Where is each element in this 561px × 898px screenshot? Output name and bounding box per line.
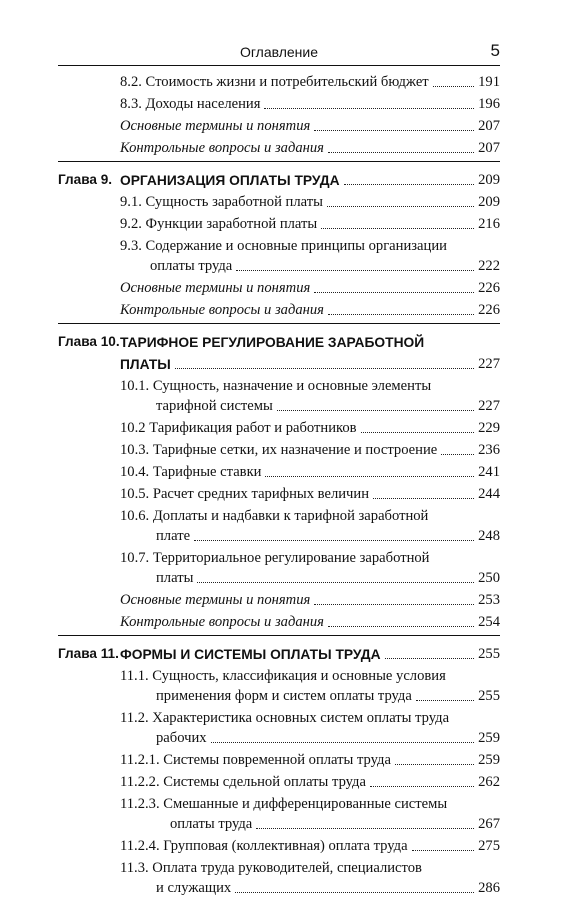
entry-label: 11.2.2. Системы сдельной оплаты труда bbox=[120, 774, 366, 790]
chapter-number: Глава 11. bbox=[58, 646, 119, 661]
entry-label: 10.3. Тарифные сетки, их назначение и построение bbox=[120, 442, 438, 458]
entry-page: 191 bbox=[478, 74, 500, 90]
toc-entry-10-4[interactable] bbox=[120, 460, 500, 482]
entry-page: 222 bbox=[478, 258, 500, 274]
entry-page: 241 bbox=[478, 464, 500, 480]
toc-entry-11-1-line2[interactable] bbox=[120, 686, 500, 706]
chapter-title-text: ФОРМЫ И СИСТЕМЫ ОПЛАТЫ ТРУДА bbox=[120, 647, 381, 662]
chapter-title-text: ОРГАНИЗАЦИЯ ОПЛАТЫ ТРУДА bbox=[120, 173, 340, 188]
entry-label: 11.1. Сущность, классификация и основные условия bbox=[120, 668, 446, 684]
toc-entry-10-6-line1[interactable] bbox=[120, 504, 500, 526]
entry-page: 255 bbox=[478, 688, 500, 704]
entry-page: 207 bbox=[478, 140, 500, 156]
toc-entry-10-1-line2[interactable] bbox=[120, 396, 500, 416]
toc-entry-questions[interactable] bbox=[120, 610, 500, 632]
entry-label: 8.3. Доходы населения bbox=[120, 96, 261, 112]
entry-page: 255 bbox=[478, 646, 500, 662]
entry-page: 262 bbox=[478, 774, 500, 790]
entry-label: Контрольные вопросы и задания bbox=[120, 140, 324, 156]
entry-label: 10.5. Расчет средних тарифных величин bbox=[120, 486, 369, 502]
entry-page: 244 bbox=[478, 486, 500, 502]
page-number: 5 bbox=[490, 41, 500, 60]
entry-page: 226 bbox=[478, 302, 500, 318]
entry-label: 10.2 Тарификация работ и работников bbox=[120, 420, 357, 436]
entry-page: 209 bbox=[478, 172, 500, 188]
dot-leader bbox=[441, 454, 474, 455]
entry-label: 9.1. Сущность заработной платы bbox=[120, 194, 323, 210]
entry-page: 259 bbox=[478, 730, 500, 746]
dot-leader bbox=[416, 700, 474, 701]
toc-entry-8-2[interactable] bbox=[120, 70, 500, 92]
dot-leader bbox=[321, 228, 474, 229]
dot-leader bbox=[197, 582, 474, 583]
entry-page: 207 bbox=[478, 118, 500, 134]
chapter-title-text: ПЛАТЫ bbox=[120, 357, 171, 372]
chapter-title[interactable] bbox=[120, 168, 500, 190]
dot-leader bbox=[385, 658, 475, 659]
dot-leader bbox=[370, 786, 474, 787]
entry-page: 196 bbox=[478, 96, 500, 112]
entry-label: 9.2. Функции заработной платы bbox=[120, 216, 318, 232]
toc-entry-10-2[interactable] bbox=[120, 416, 500, 438]
entry-label: 11.3. Оплата труда руководителей, специалистов bbox=[120, 860, 422, 876]
entry-label: 10.1. Сущность, назначение и основные элементы bbox=[120, 378, 432, 394]
entry-label: Контрольные вопросы и задания bbox=[120, 302, 324, 318]
chapter-divider bbox=[58, 161, 500, 162]
toc-entry-11-3-line1[interactable] bbox=[120, 856, 500, 878]
dot-leader bbox=[265, 476, 474, 477]
toc-entry-terms[interactable] bbox=[120, 588, 500, 610]
toc-entry-8-3[interactable] bbox=[120, 92, 500, 114]
toc-entry-terms[interactable] bbox=[120, 114, 500, 136]
chapter-title-text: ТАРИФНОЕ РЕГУЛИРОВАНИЕ ЗАРАБОТНОЙ bbox=[120, 335, 425, 350]
toc-entry-10-1-line1[interactable] bbox=[120, 374, 500, 396]
toc-entry-10-6-line2[interactable] bbox=[120, 526, 500, 546]
dot-leader bbox=[264, 108, 474, 109]
entry-label: 8.2. Стоимость жизни и потребительский бюджет bbox=[120, 74, 429, 90]
dot-leader bbox=[256, 828, 474, 829]
chapter-number: Глава 9. bbox=[58, 172, 113, 187]
dot-leader bbox=[395, 764, 474, 765]
entry-label: 11.2.4. Групповая (коллективная) оплата труда bbox=[120, 838, 408, 854]
entry-label: Основные термины и понятия bbox=[120, 592, 311, 608]
entry-label: платы bbox=[156, 570, 194, 586]
entry-label: применения форм и систем оплаты труда bbox=[156, 688, 412, 704]
dot-leader bbox=[344, 184, 475, 185]
entry-label: 10.6. Доплаты и надбавки к тарифной заработной bbox=[120, 508, 429, 524]
entry-page: 253 bbox=[478, 592, 500, 608]
entry-page: 250 bbox=[478, 570, 500, 586]
entry-label: Контрольные вопросы и задания bbox=[120, 614, 324, 630]
chapter-title-line1[interactable] bbox=[120, 330, 500, 352]
toc-entry-10-3[interactable] bbox=[120, 438, 500, 460]
entry-label: Основные термины и понятия bbox=[120, 280, 311, 296]
chapter-10 bbox=[58, 330, 500, 632]
entry-page: 286 bbox=[478, 880, 500, 896]
header-rule bbox=[58, 65, 500, 66]
dot-leader bbox=[433, 86, 474, 87]
dot-leader bbox=[236, 270, 474, 271]
entry-page: 236 bbox=[478, 442, 500, 458]
toc-entry-9-3-line1[interactable] bbox=[120, 234, 500, 256]
toc-entry-11-2-2[interactable] bbox=[120, 770, 500, 792]
chapter-divider bbox=[58, 323, 500, 324]
chapter-divider bbox=[58, 635, 500, 636]
toc-entry-11-2-3-line1[interactable] bbox=[120, 792, 500, 814]
entry-label: 11.2. Характеристика основных систем оплаты труда bbox=[120, 710, 450, 726]
entry-page: 229 bbox=[478, 420, 500, 436]
chapter-9 bbox=[58, 168, 500, 320]
entry-page: 227 bbox=[478, 356, 500, 372]
entry-page: 216 bbox=[478, 216, 500, 232]
table-of-contents bbox=[58, 70, 500, 898]
chapter-number: Глава 10. bbox=[58, 334, 120, 349]
toc-entry-10-7-line2[interactable] bbox=[120, 568, 500, 588]
entry-page: 227 bbox=[478, 398, 500, 414]
toc-entry-questions[interactable] bbox=[120, 298, 500, 320]
dot-leader bbox=[314, 604, 474, 605]
entry-page: 226 bbox=[478, 280, 500, 296]
entry-label: 10.7. Территориальное регулирование заработной bbox=[120, 550, 430, 566]
running-title: Оглавление bbox=[239, 44, 319, 60]
chapter-11 bbox=[58, 642, 500, 898]
entry-label: и служащих bbox=[156, 880, 232, 896]
toc-entry-11-3-line2[interactable] bbox=[120, 878, 500, 898]
entry-page: 259 bbox=[478, 752, 500, 768]
entry-label: оплаты труда bbox=[150, 258, 233, 274]
dot-leader bbox=[175, 368, 474, 369]
entry-label: оплаты труда bbox=[170, 816, 253, 832]
chapter-title-line2[interactable] bbox=[120, 352, 500, 374]
dot-leader bbox=[235, 892, 474, 893]
entry-page: 275 bbox=[478, 838, 500, 854]
page-header bbox=[58, 38, 500, 66]
toc-entry-terms[interactable] bbox=[120, 276, 500, 298]
dot-leader bbox=[361, 432, 475, 433]
entry-page: 248 bbox=[478, 528, 500, 544]
toc-entry-11-2-4[interactable] bbox=[120, 834, 500, 856]
dot-leader bbox=[314, 130, 474, 131]
entry-label: Основные термины и понятия bbox=[120, 118, 311, 134]
dot-leader bbox=[211, 742, 475, 743]
entry-page: 267 bbox=[478, 816, 500, 832]
entry-page: 209 bbox=[478, 194, 500, 210]
toc-entry-10-5[interactable] bbox=[120, 482, 500, 504]
toc-entry-10-7-line1[interactable] bbox=[120, 546, 500, 568]
toc-entry-11-1-line1[interactable] bbox=[120, 664, 500, 686]
toc-entry-11-2-1[interactable] bbox=[120, 748, 500, 770]
dot-leader bbox=[328, 152, 474, 153]
toc-entry-9-1[interactable] bbox=[120, 190, 500, 212]
entry-label: 9.3. Содержание и основные принципы организации bbox=[120, 238, 447, 254]
entry-label: плате bbox=[156, 528, 191, 544]
dot-leader bbox=[277, 410, 474, 411]
dot-leader bbox=[194, 540, 474, 541]
entry-label: 11.2.3. Смешанные и дифференцированные системы bbox=[120, 796, 448, 812]
entry-label: 10.4. Тарифные ставки bbox=[120, 464, 262, 480]
toc-entry-9-3-line2[interactable] bbox=[120, 256, 500, 276]
toc-entry-11-2-line1[interactable] bbox=[120, 706, 500, 728]
entry-label: 11.2.1. Системы повременной оплаты труда bbox=[120, 752, 391, 768]
chapter-title[interactable] bbox=[120, 642, 500, 664]
entry-page: 254 bbox=[478, 614, 500, 630]
dot-leader bbox=[314, 292, 474, 293]
dot-leader bbox=[412, 850, 475, 851]
toc-entry-11-2-line2[interactable] bbox=[120, 728, 500, 748]
entry-label: тарифной системы bbox=[156, 398, 273, 414]
dot-leader bbox=[328, 314, 474, 315]
dot-leader bbox=[373, 498, 474, 499]
toc-entry-11-2-3-line2[interactable] bbox=[120, 814, 500, 834]
dot-leader bbox=[327, 206, 474, 207]
entry-label: рабочих bbox=[156, 730, 207, 746]
toc-entry-questions[interactable] bbox=[120, 136, 500, 158]
dot-leader bbox=[328, 626, 474, 627]
toc-entry-9-2[interactable] bbox=[120, 212, 500, 234]
chapter-8-continuation bbox=[58, 70, 500, 158]
